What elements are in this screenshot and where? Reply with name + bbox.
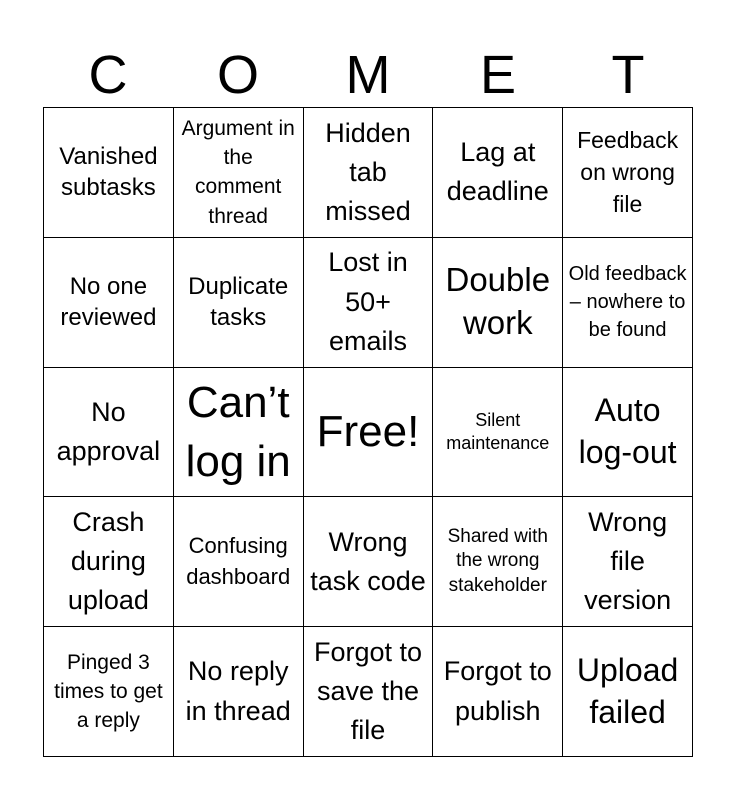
bingo-cell-r1c4[interactable] <box>433 108 563 238</box>
cell-text: Auto log-out <box>578 392 677 470</box>
bingo-cell-r4c3[interactable] <box>304 497 434 627</box>
bingo-cell-r1c5[interactable] <box>563 108 693 238</box>
header-letter-m: M <box>345 45 391 105</box>
bingo-cell-r3c1[interactable] <box>44 368 174 498</box>
bingo-header <box>43 44 693 106</box>
cell-text: Pinged 3 times to get a reply <box>54 650 163 733</box>
cell-text: Lost in 50+ emails <box>328 247 408 356</box>
bingo-cell-r5c3[interactable] <box>304 627 434 757</box>
cell-text: Duplicate tasks <box>188 273 289 332</box>
bingo-board <box>43 107 693 757</box>
cell-text: No approval <box>56 396 161 466</box>
cell-text: Double work <box>445 261 551 342</box>
cell-text: Can’t log in <box>185 377 291 486</box>
bingo-cell-r4c4[interactable] <box>433 497 563 627</box>
cell-text: Forgot to save the file <box>313 636 423 746</box>
bingo-cell-r2c5[interactable] <box>563 238 693 368</box>
bingo-cell-r1c2[interactable] <box>174 108 304 238</box>
cell-text: Crash during upload <box>67 507 149 616</box>
cell-text: Vanished subtasks <box>59 143 158 202</box>
header-letter-t: T <box>611 45 645 105</box>
cell-text: Wrong task code <box>310 526 426 596</box>
bingo-cell-r4c5[interactable] <box>563 497 693 627</box>
cell-text: Forgot to publish <box>443 656 552 726</box>
header-letter-o: O <box>216 45 259 105</box>
cell-text: Lag at deadline <box>446 137 549 207</box>
bingo-cell-r5c1[interactable] <box>44 627 174 757</box>
cell-text: Shared with the wrong stakeholder <box>447 525 548 597</box>
header-letter-c: C <box>88 45 128 105</box>
bingo-cell-r1c3[interactable] <box>304 108 434 238</box>
bingo-cell-r3c3-free[interactable] <box>304 368 434 498</box>
cell-text: Argument in the comment thread <box>181 116 295 228</box>
bingo-cell-r4c2[interactable] <box>174 497 304 627</box>
cell-text: Silent maintenance <box>446 409 550 453</box>
cell-text: Feedback on wrong file <box>577 127 679 218</box>
bingo-cell-r3c2[interactable] <box>174 368 304 498</box>
cell-text: Free! <box>316 407 420 457</box>
bingo-cell-r2c3[interactable] <box>304 238 434 368</box>
cell-text: Wrong file version <box>584 507 672 616</box>
bingo-cell-r4c1[interactable] <box>44 497 174 627</box>
bingo-cell-r5c5[interactable] <box>563 627 693 757</box>
cell-text: Old feedback – nowhere to be found <box>568 263 687 342</box>
cell-text: Upload failed <box>576 652 679 730</box>
bingo-cell-r2c1[interactable] <box>44 238 174 368</box>
bingo-cell-r3c5[interactable] <box>563 368 693 498</box>
header-letter-e: E <box>479 45 517 105</box>
cell-text: Hidden tab missed <box>325 117 411 226</box>
cell-text: No reply in thread <box>185 656 291 726</box>
bingo-cell-r3c4[interactable] <box>433 368 563 498</box>
bingo-cell-r5c2[interactable] <box>174 627 304 757</box>
bingo-cell-r1c1[interactable] <box>44 108 174 238</box>
cell-text: No one reviewed <box>60 273 157 332</box>
bingo-cell-r2c4[interactable] <box>433 238 563 368</box>
bingo-cell-r5c4[interactable] <box>433 627 563 757</box>
bingo-cell-r2c2[interactable] <box>174 238 304 368</box>
cell-text: Confusing dashboard <box>186 532 291 589</box>
